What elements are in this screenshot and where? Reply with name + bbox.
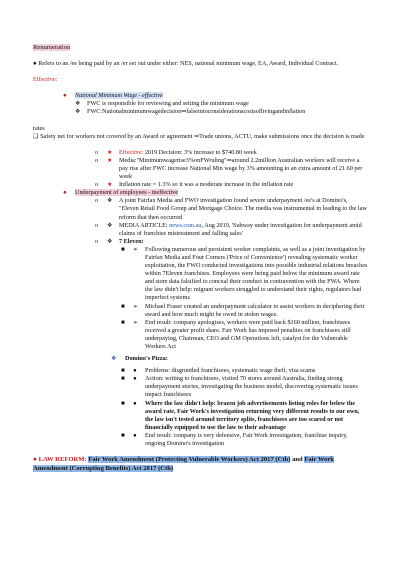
filled-bullet-icon: ● xyxy=(63,92,67,100)
seven-item-1: ■ ➢ Following numerous and persistent worker complaints, as well as a joint investigation by Fairfax Media and Four Corners ('Price of Convenience') revealing systematic worker exploitation, the FWO conducted investigations into possible industrial relations breaches within 7Eleven franchises. Employees were being paid below the minimum award rate and store data falsified to conceal their conduct in contravention with the FWA. Where the law didn't help: migrant workers struggled to understand their rights, regulators had imperfect systems xyxy=(121,245,368,302)
section-title xyxy=(33,44,368,52)
star-icon: ★ xyxy=(107,156,113,164)
rates-text: rates xyxy=(33,124,45,132)
nmw-item-2: o ★ Media:"Minimumwagerise3%onFWruling"⇒around 2.2million Australian workers will receive a pay rise after FWC increase National Min wage by 3% amounting to an extra amount of 21.60 per week xyxy=(95,156,363,181)
title-highlight: Renumeration xyxy=(33,44,71,51)
seven-item-2: ■ ➢ Michael Fraser created an underpayment calculator to assist workers in deciphering their award and how much might be owed in stolen wages. xyxy=(121,302,365,318)
domino-item-2: ■ ● Action: writing to franchisees, visited 70 stores around Australia, finding strong underpayment stories, investigating the business model, discovering systematic issues impact franchisees xyxy=(121,375,358,399)
nmw-sub2: ❖ FWC:Nationalminimumwagedecision⇒falseintoconsiderationscostsoflivingandinflation xyxy=(75,108,306,116)
arrow-icon: ● xyxy=(133,367,137,375)
diamond-icon: ❖ xyxy=(107,222,113,229)
effective-heading: Effective: xyxy=(33,76,58,84)
star-icon: ★ xyxy=(107,148,113,156)
nmw-item-3: o ★ Inflation rate = 1.3% so it was a moderate increase in the inflation rate xyxy=(95,181,294,189)
arrow-icon: ➢ xyxy=(133,318,139,326)
square-bullet-icon: ■ xyxy=(121,399,125,407)
underpayment-bullet xyxy=(33,189,368,197)
seven-eleven-heading: o ❖ 7 Eleven: xyxy=(95,237,144,245)
nmw-bullet xyxy=(33,92,368,100)
square-bullet-icon: ■ xyxy=(121,245,125,253)
underpayment-joint: o ❖ A joint Fairfax Media and FWO investigation found severe underpayment /ee's at Domino's, "Eleven Retail Food Group and Mortgage Choice. The media was instrumental in leading to the law reform that then occurred xyxy=(95,197,367,221)
square-bullet-icon: ■ xyxy=(121,302,125,310)
nmw-label: National Minimum Wage - effective xyxy=(75,92,163,100)
underpayment-label: Underpayment of employees - ineffective xyxy=(75,189,178,197)
safety-net-text: ❑ Safety net for workers not covered by an Award or agreement ⇒Trade unions, ACTU, make submissions once the decision is made xyxy=(33,132,365,140)
nmw-item-1: o ★ Effective: 2019 Decision: 3% increase to $740.80 week xyxy=(95,148,257,156)
diamond-icon: ❖ xyxy=(107,238,113,245)
hollow-bullet-icon: o xyxy=(95,197,99,205)
bullet-icon: ● xyxy=(133,431,137,439)
square-bullet-icon: ■ xyxy=(121,375,125,383)
diamond-icon: ❖ xyxy=(107,198,113,205)
star-icon: ★ xyxy=(107,181,113,189)
hollow-bullet-icon: o xyxy=(95,148,99,156)
square-bullet-icon: ■ xyxy=(121,367,125,375)
diamond-icon: ❖ xyxy=(111,356,117,363)
diamond-icon: ❖ xyxy=(75,101,81,108)
media-link[interactable]: news.com.au xyxy=(169,221,202,229)
square-bullet-icon: ■ xyxy=(121,431,125,439)
intro-text: ● Refers to an /ee being paid by an /er set out under either: NES, national minimum wage, EA, Award, Individual Contract. xyxy=(33,60,339,68)
domino-item-4: ■ ● End result: company is very defensive, Fair Work investigation, franchise inquiry, ongoing Domino's investigation xyxy=(121,431,348,448)
bullet-icon: ● xyxy=(133,375,137,383)
domino-item-1: ■ ● Problems: disgruntled franchisees, systematic wage theft, visa scams xyxy=(121,367,316,375)
square-bullet-icon: ■ xyxy=(121,318,125,326)
hollow-bullet-icon: o xyxy=(95,156,99,164)
seven-item-3: ■ ➢ End result: company apologises, workers were paid back $160 million, franchisees received a greater profit share. Fair Work has imposed penalties on franchisees still underpaying, Chairman, CEO and GM Operations left, catalyst for the Vulnerable Workers Act xyxy=(121,318,351,350)
dominos-heading: ❖ Domino's Pizza: xyxy=(111,355,168,363)
domino-item-3: ■ ● Where the law didn't help: brazen job advertisements listing roles for below the award rate, Fair Work's investigation returning very different results to our own, the law isn't tested around territory splits, franchisees are too scared or not financially equipped to use the law to their advantage xyxy=(121,399,360,431)
hollow-bullet-icon: o xyxy=(95,237,99,245)
bullet-icon: ● xyxy=(133,399,137,407)
hollow-bullet-icon: o xyxy=(95,221,99,229)
law-reform: ● LAW REFORM: Fair Work Amendment (Protecting Vulnerable Workers) Act 2017 (Cth) and Fair Work Amendment (Corrupting Benefits) Act 2017 (Cth) xyxy=(33,456,334,472)
arrow-icon: ➢ xyxy=(133,302,139,310)
nmw-sub1: ❖ FWC is responsible for reviewing and setting the minimum wage xyxy=(75,100,249,108)
diamond-icon: ❖ xyxy=(75,109,81,116)
filled-bullet-icon: ● xyxy=(63,189,67,197)
underpayment-media: o ❖ MEDIA ARTICLE: news.com.au, Aug 2019, 'Subway under investigation for underpayment amid claims of franchise mistreatment and falling sales' xyxy=(95,221,362,237)
arrow-icon: ➢ xyxy=(133,245,139,253)
hollow-bullet-icon: o xyxy=(95,181,99,189)
